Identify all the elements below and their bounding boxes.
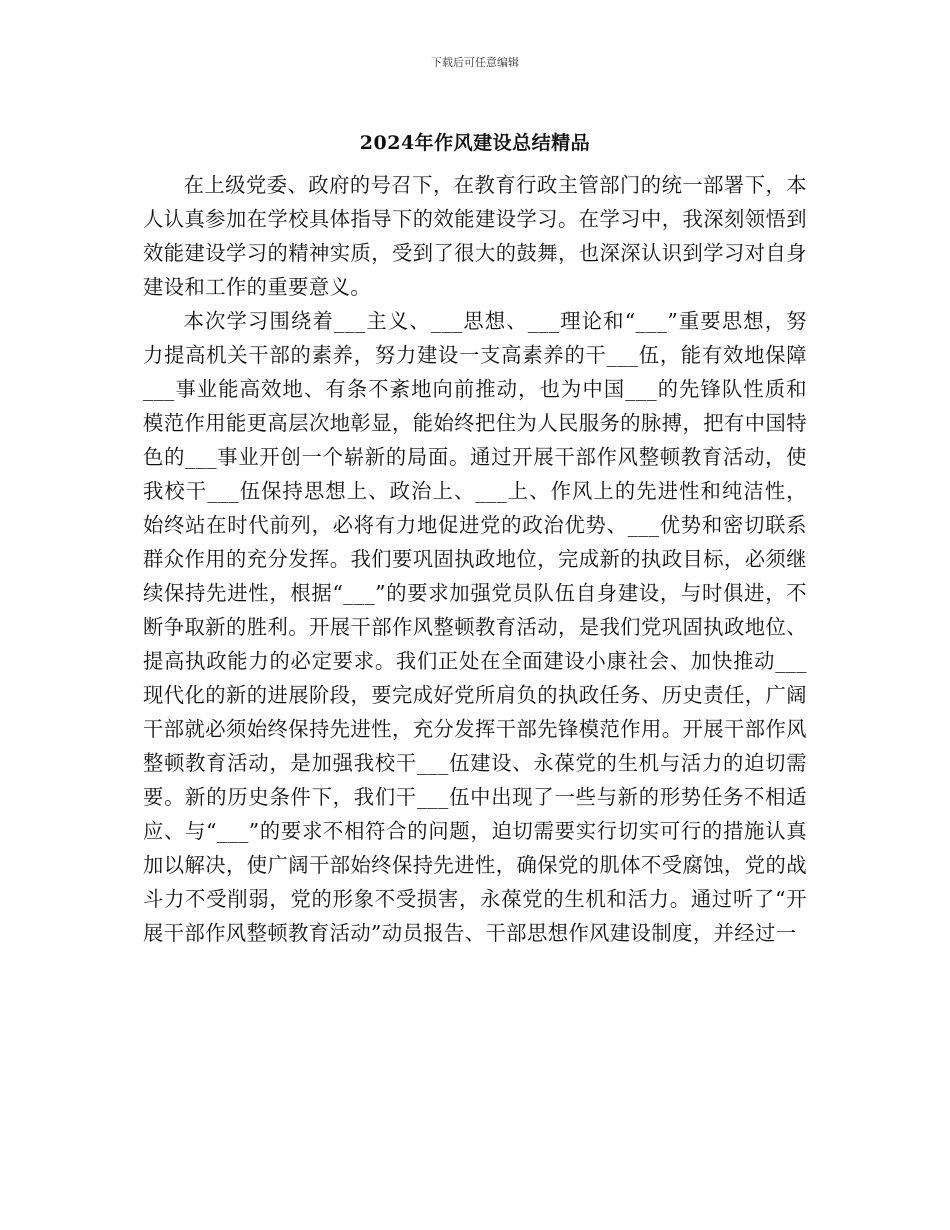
paragraph-main: 本次学习围绕着___主义、___思想、___理论和“___”重要思想，努力提高机关干部的素养，努力建设一支高素养的干___伍，能有效地保障___事业能高效地、有条不紊地向前推动，也为中国___的先锋队性质和模范作用能更高层次地彰显，能始终把住为人民服务的脉搏，把有中国特色的___事业开创一个崭新的局面。通过开展干部作风整顿教育活动，使我校干___伍保持思想上、政治上、___上、作风上的先进性和纯洁性，始终站在时代前列，必将有力地促进党的政治优势、___优势和密切联系群众作用的充分发挥。我们要巩固执政地位，完成新的执政目标，必须继续保持先进性，根据“___”的要求加强党员队伍自身建设，与时俱进，不断争取新的胜利。开展干部作风整顿教育活动，是我们党巩固执政地位、提高执政能力的必定要求。我们正处在全面建设小康社会、加快推动___现代化的新的进展阶段，要完成好党所肩负的执政任务、历史责任，广阔干部就必须始终保持先进性，充分发挥干部先锋模范作用。开展干部作风整顿教育活动，是加强我校干___伍建设、永葆党的生机与活力的迫切需要。新的历史条件下，我们干___伍中出现了一些与新的形势任务不相适应、与“___”的要求不相符合的问题，迫切需要实行切实可行的措施认真加以解决，使广阔干部始终保持先进性，确保党的肌体不受腐蚀，党的战斗力不受削弱，党的形象不受损害，永葆党的生机和活力。通过听了“开展干部作风整顿教育活动”动员报告、干部思想作风建设制度，并经过一 — [143, 309, 807, 945]
paragraph-intro: 在上级党委、政府的号召下，在教育行政主管部门的统一部署下，本人认真参加在学校具体指导下的效能建设学习。在学习中，我深刻领悟到效能建设学习的精神实质，受到了很大的鼓舞，也深深认识到学习对自身建设和工作的重要意义。 — [143, 173, 807, 299]
document-title: 2024年作风建设总结精品 — [359, 132, 591, 154]
document-body — [143, 168, 807, 950]
header-note: 下载后可任意编辑 — [431, 56, 519, 69]
